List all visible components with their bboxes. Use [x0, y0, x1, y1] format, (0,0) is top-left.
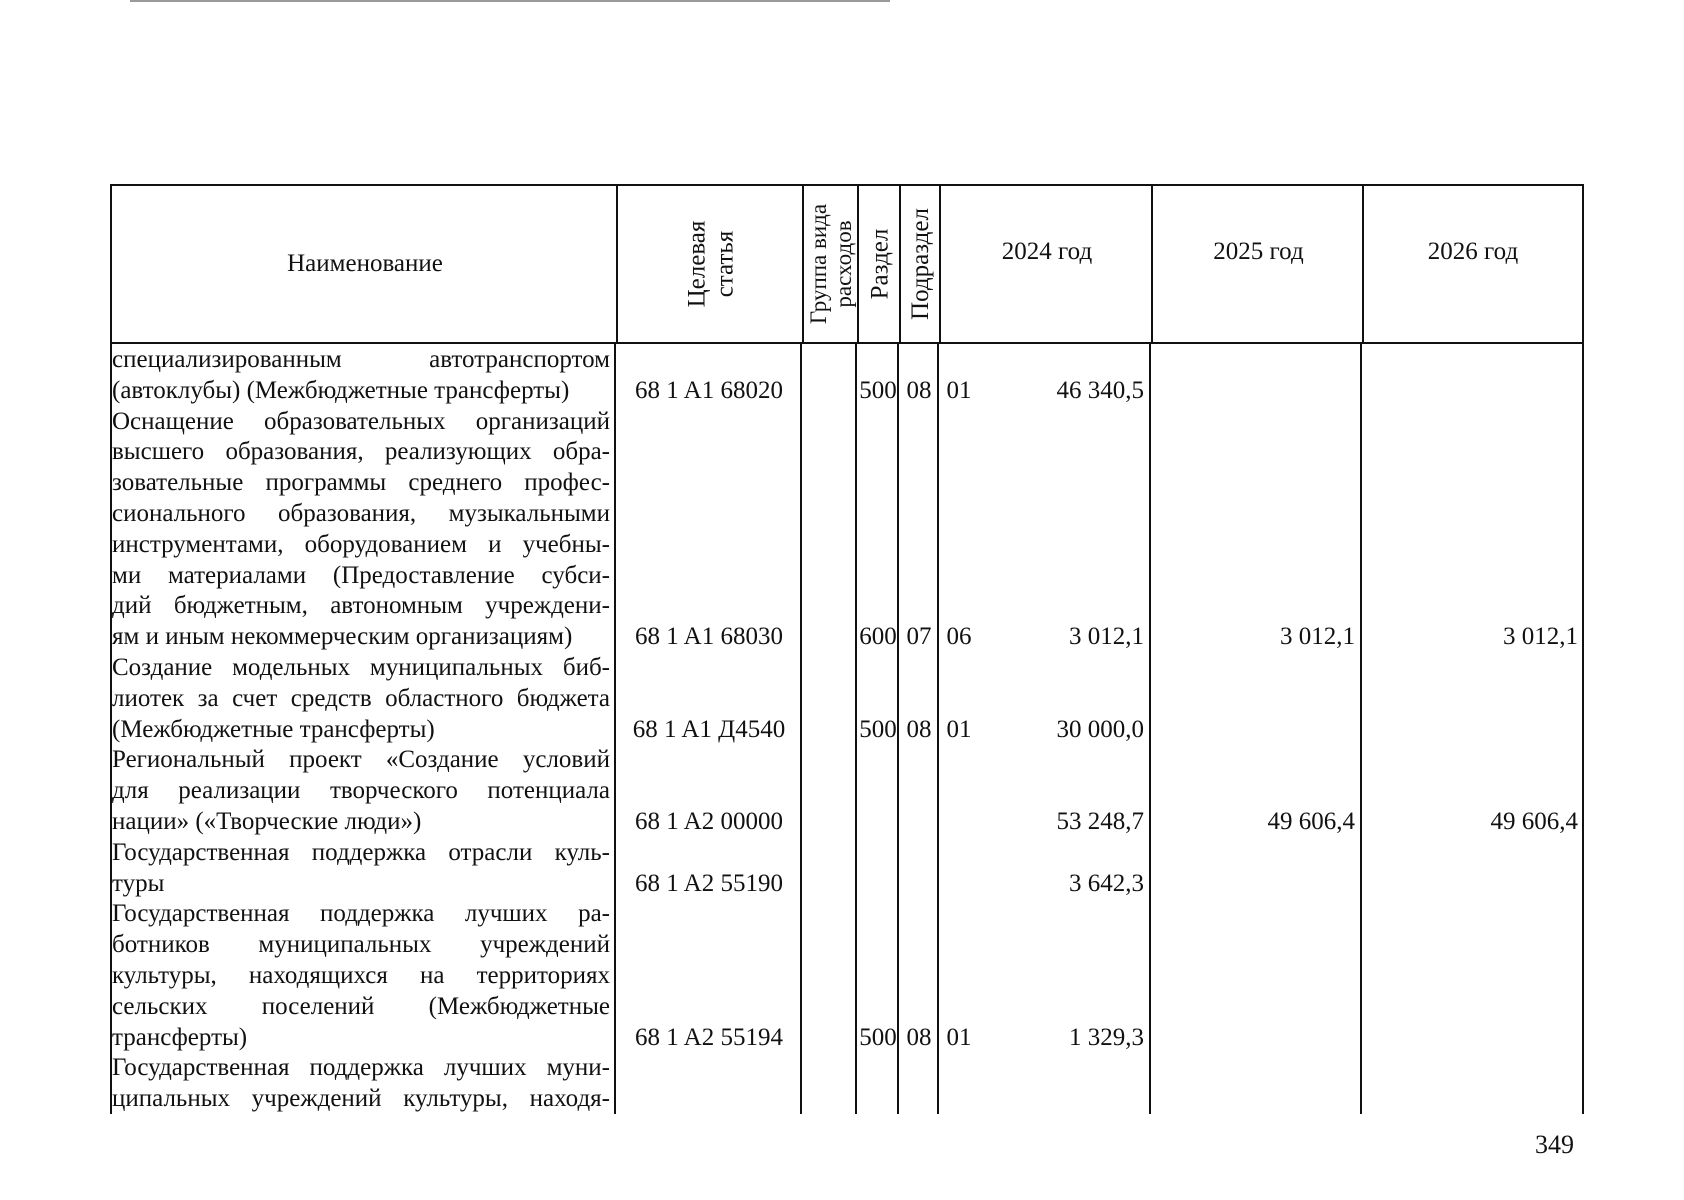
row-value-2026: 49 606,4	[1490, 808, 1578, 835]
header-target-article-line-2: статья	[710, 230, 738, 298]
row-name-line: сионального образования, музыкальными	[112, 500, 610, 527]
row-name-line: нации» («Творческие люди»)	[112, 808, 422, 835]
row-name-line: туры	[112, 869, 165, 897]
row-value-2024: 30 000,0	[1056, 715, 1144, 743]
row-name-line: ботников муниципальных учреждений	[112, 931, 610, 959]
row-subsection: 06	[946, 623, 972, 651]
row-section: 07	[906, 623, 932, 651]
table-header	[110, 184, 1584, 344]
row-name-line: высшего образования, реализующих обра-	[112, 438, 610, 466]
body-divider	[1582, 344, 1584, 1114]
header-2026-text: 2026 год	[1427, 238, 1519, 265]
header-divider	[616, 186, 618, 342]
row-name-line: инструментами, оборудованием и учебны-	[112, 530, 610, 558]
row-name-line: ми материалами (Предоставление субси-	[112, 561, 610, 589]
header-expense-group-line-2: расходов	[831, 220, 857, 308]
row-expense-group: 500	[859, 1023, 897, 1051]
row-name-line: Оснащение образовательных организаций	[112, 407, 610, 435]
row-name-line: Создание модельных муниципальных биб-	[112, 654, 610, 681]
row-section: 08	[906, 715, 932, 743]
row-value-2025: 3 012,1	[1280, 623, 1355, 651]
row-name-line: Государственная поддержка отрасли куль-	[112, 838, 610, 866]
row-value-2024: 46 340,5	[1056, 377, 1144, 404]
row-name-line: специализированным автотранспортом	[112, 346, 610, 373]
row-target-article: 68 1 A2 55194	[635, 1023, 783, 1051]
row-expense-group: 600	[859, 623, 897, 651]
row-name-line: ципальных учреждений культуры, находя-	[112, 1085, 610, 1113]
body-divider	[1149, 344, 1151, 1114]
page-number: 349	[1535, 1130, 1574, 1159]
row-subsection: 01	[946, 377, 972, 404]
row-value-2024: 3 012,1	[1069, 623, 1144, 651]
header-2024-text: 2024 год	[1001, 238, 1093, 265]
row-name-line: культуры, находящихся на территориях	[112, 962, 610, 989]
header-divider	[802, 186, 804, 342]
row-name-line: (автоклубы) (Межбюджетные трансферты)	[112, 377, 570, 404]
row-name-line: Региональный проект «Создание условий	[112, 746, 610, 774]
row-target-article: 68 1 A1 68020	[635, 377, 783, 404]
header-name	[112, 186, 618, 342]
row-name-line: ям и иным некоммерческим организациям)	[112, 623, 573, 651]
row-value-2024: 53 248,7	[1056, 808, 1144, 835]
row-name-line: Государственная поддержка лучших ра-	[112, 900, 610, 928]
header-target-article-text	[683, 221, 739, 308]
header-divider	[1362, 186, 1364, 342]
header-2025-text: 2025 год	[1213, 238, 1304, 265]
row-section: 08	[906, 1023, 932, 1051]
row-name-line: лиотек за счет средств областного бюджета	[112, 684, 610, 712]
row-value-2025: 49 606,4	[1267, 808, 1355, 835]
header-divider	[899, 186, 901, 342]
row-name-line: (Межбюджетные трансферты)	[112, 715, 435, 743]
row-name-line: Государственная поддержка лучших муни-	[112, 1054, 610, 1082]
header-subsection	[901, 186, 941, 342]
row-target-article: 68 1 A1 68030	[635, 623, 783, 651]
row-name-line: трансферты)	[112, 1023, 248, 1051]
row-target-article: 68 1 A2 55190	[635, 869, 783, 897]
header-expense-group-text	[807, 204, 857, 324]
row-subsection: 01	[946, 1023, 972, 1051]
header-divider	[857, 186, 859, 342]
header-target-article	[618, 186, 804, 342]
header-expense-group-line-1: Группа вида	[806, 203, 832, 325]
row-expense-group: 500	[859, 377, 897, 404]
row-name-line: зовательные программы среднего профес-	[112, 469, 610, 497]
row-section: 08	[906, 377, 932, 404]
row-value-2024: 3 642,3	[1069, 869, 1144, 897]
row-subsection: 01	[946, 715, 972, 743]
header-2024	[941, 186, 1153, 342]
row-name-line: дий бюджетным, автономным учреждени-	[112, 592, 610, 620]
header-target-article-line-1: Целевая	[682, 220, 710, 308]
top-rule	[130, 0, 890, 2]
header-2026	[1364, 186, 1582, 342]
header-divider	[939, 186, 941, 342]
header-name-text: Наименование	[287, 250, 443, 277]
header-expense-group	[804, 186, 859, 342]
row-name-line: сельских поселений (Межбюджетные	[112, 992, 610, 1020]
header-subsection-text: Подраздел	[907, 208, 934, 320]
row-name-line: для реализации творческого потенциала	[112, 777, 610, 805]
header-section-text: Раздел	[866, 228, 893, 300]
header-2025	[1153, 186, 1364, 342]
header-divider	[1151, 186, 1153, 342]
row-value-2026: 3 012,1	[1503, 623, 1578, 651]
row-value-2024: 1 329,3	[1069, 1023, 1144, 1051]
body-divider	[1360, 344, 1362, 1114]
row-target-article: 68 1 A1 Д4540	[632, 715, 786, 743]
row-target-article: 68 1 A2 00000	[635, 808, 783, 835]
budget-table	[110, 184, 1584, 1114]
row-expense-group: 500	[859, 715, 897, 743]
header-section	[859, 186, 901, 342]
